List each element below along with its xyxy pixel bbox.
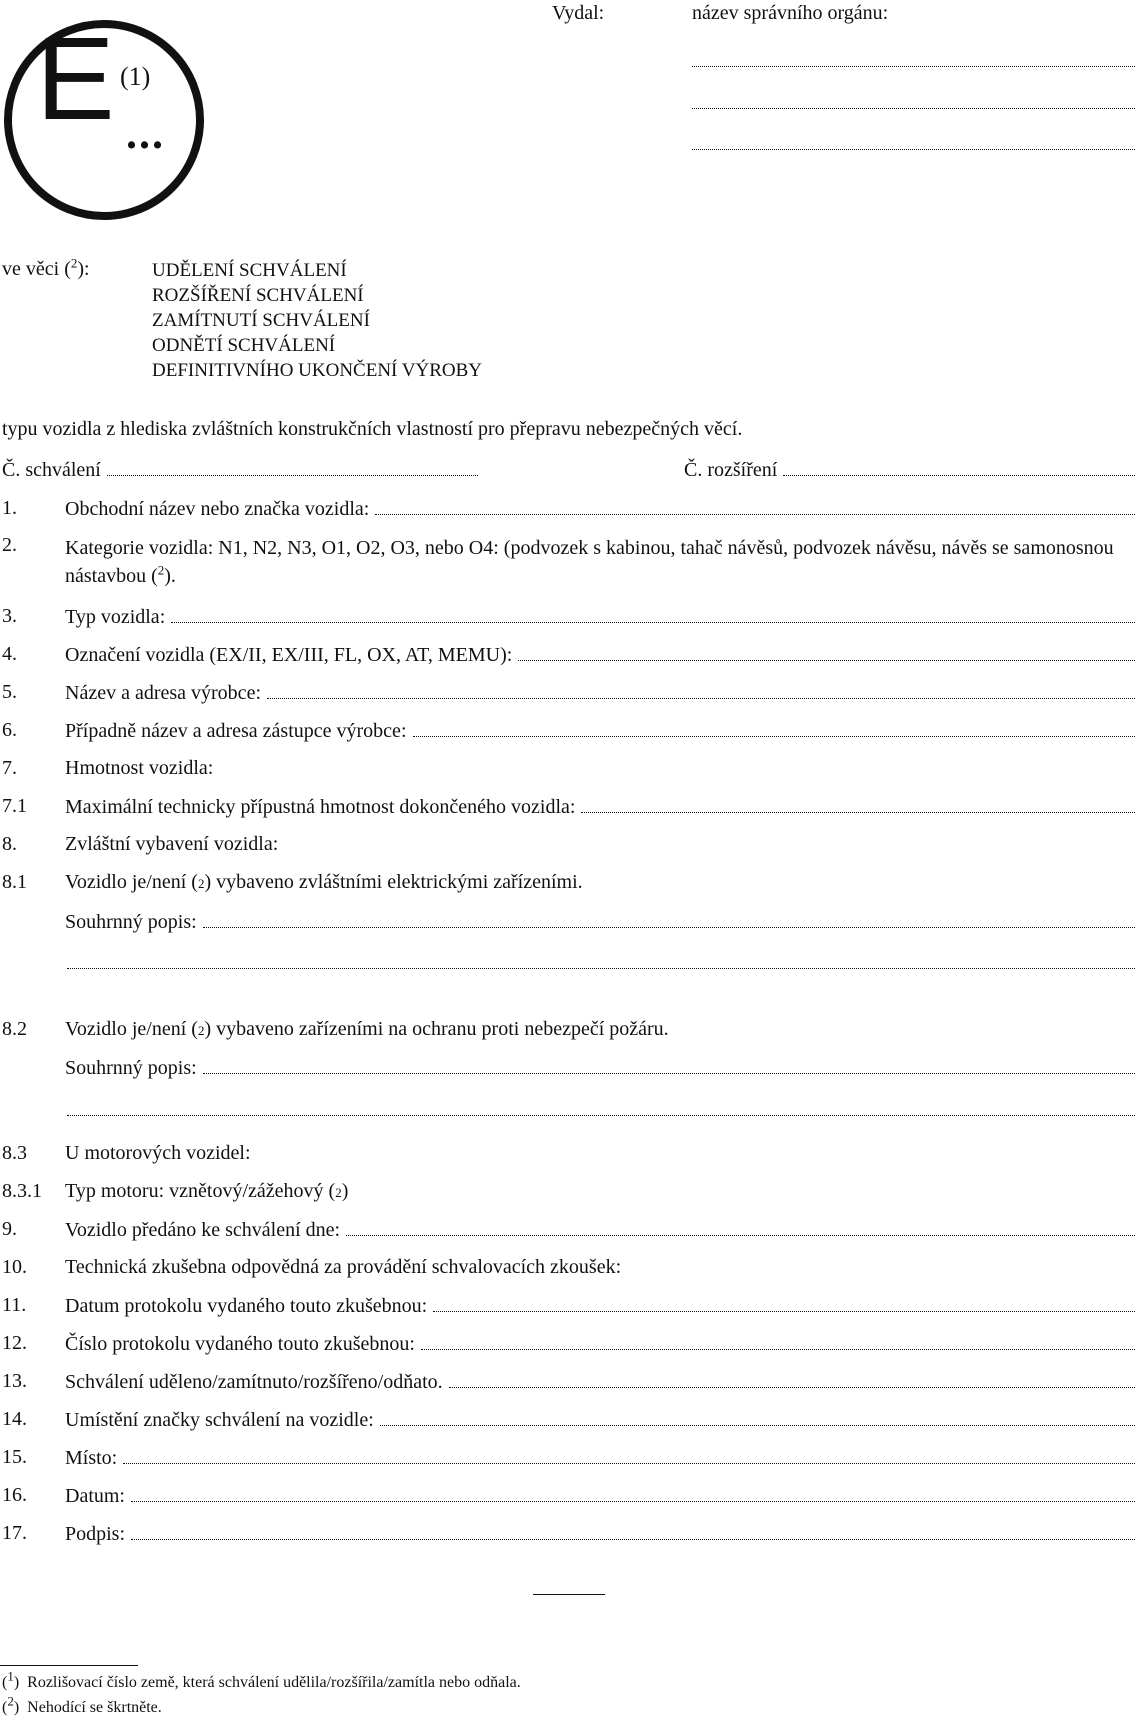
section-divider bbox=[533, 1594, 605, 1595]
item-label: Maximální technicky přípustná hmotnost dokončeného vozidla: bbox=[65, 796, 576, 818]
item-number: 7. bbox=[2, 757, 17, 779]
item-label: Kategorie vozidla: N1, N2, N3, O1, O2, O3, nebo O4: (podvozek s kabinou, tahač návěsů, podvozek návěsu, návěs se samonosnou nástavbou ($^2$). bbox=[65, 537, 1114, 587]
footnote-divider bbox=[0, 1665, 138, 1666]
item-8-3-1 bbox=[0, 1180, 1135, 1210]
submission-date-field[interactable] bbox=[346, 1218, 1135, 1236]
item-number: 17. bbox=[2, 1522, 27, 1544]
item-14 bbox=[0, 1408, 1135, 1438]
item-label: Souhrnný popis: bbox=[65, 911, 197, 933]
trade-name-field[interactable] bbox=[375, 497, 1135, 515]
concern-options bbox=[152, 258, 482, 383]
approval-no-field[interactable] bbox=[107, 458, 478, 476]
item-label: Umístění značky schválení na vozidle: bbox=[65, 1409, 374, 1431]
report-date-field[interactable] bbox=[433, 1294, 1135, 1312]
item-number: 10. bbox=[2, 1256, 27, 1278]
item-number: 6. bbox=[2, 719, 17, 741]
footnote-2: ($^2$) Nehodící se škrtněte. bbox=[2, 1693, 162, 1716]
concern-option-extension[interactable]: ROZŠÍŘENÍ SCHVÁLENÍ bbox=[152, 285, 364, 306]
item-number: 8.3.1 bbox=[2, 1180, 42, 1202]
item-5 bbox=[0, 681, 1135, 711]
issuer-field-line-3[interactable] bbox=[692, 149, 1135, 150]
issuer-label: Vydal: bbox=[552, 2, 605, 24]
item-label: Číslo protokolu vydaného touto zkušebnou: bbox=[65, 1333, 415, 1355]
item-label: Případně název a adresa zástupce výrobce: bbox=[65, 720, 407, 742]
item-7-1 bbox=[0, 795, 1135, 825]
concern-label: ve věci ($^2$): bbox=[2, 255, 90, 280]
approval-no-label: Č. schválení bbox=[2, 459, 101, 481]
approval-status-field[interactable] bbox=[449, 1370, 1135, 1388]
item-label: Hmotnost vozidla: bbox=[65, 757, 214, 779]
item-8-2 bbox=[0, 1018, 1135, 1048]
item-label: Vozidlo je/není ( 2 ) vybaveno zařízeními na ochranu proti nebezpečí požáru. bbox=[65, 1018, 669, 1040]
item-number: 8.1 bbox=[2, 871, 27, 893]
item-label: Datum protokolu vydaného touto zkušebnou: bbox=[65, 1295, 428, 1317]
signature-field[interactable] bbox=[131, 1522, 1135, 1540]
item-8-1-description bbox=[0, 910, 1135, 940]
item-label: Označení vozidla (EX/II, EX/III, FL, OX, AT, MEMU): bbox=[65, 644, 513, 666]
item-number: 13. bbox=[2, 1370, 27, 1392]
date-field[interactable] bbox=[131, 1484, 1135, 1502]
item-number: 9. bbox=[2, 1218, 17, 1240]
item-17 bbox=[0, 1522, 1135, 1552]
place-field[interactable] bbox=[123, 1446, 1135, 1464]
item-number: 16. bbox=[2, 1484, 27, 1506]
manufacturer-field[interactable] bbox=[267, 681, 1135, 699]
item-1 bbox=[0, 497, 1135, 527]
item-number: 8.3 bbox=[2, 1142, 27, 1164]
issuer-field-line-1[interactable] bbox=[692, 66, 1135, 67]
item-6 bbox=[0, 719, 1135, 749]
item-3 bbox=[0, 605, 1135, 635]
item-label: Souhrnný popis: bbox=[65, 1057, 197, 1079]
electrical-description-field[interactable] bbox=[203, 910, 1135, 928]
item-label: Podpis: bbox=[65, 1523, 126, 1545]
extension-no-field[interactable] bbox=[783, 458, 1135, 476]
item-number: 7.1 bbox=[2, 795, 27, 817]
approval-mark-dots: ... bbox=[126, 109, 165, 158]
electrical-description-line-2[interactable] bbox=[67, 968, 1135, 969]
issuer-title: název správního orgánu: bbox=[692, 2, 889, 24]
report-number-field[interactable] bbox=[421, 1332, 1135, 1350]
issuer-field-line-2[interactable] bbox=[692, 108, 1135, 109]
vehicle-type-field[interactable] bbox=[171, 605, 1135, 623]
vehicle-designation-field[interactable] bbox=[518, 643, 1135, 661]
max-mass-field[interactable] bbox=[581, 795, 1135, 813]
approval-mark-footnote-ref: (1) bbox=[120, 62, 151, 91]
item-13 bbox=[0, 1370, 1135, 1400]
item-8-1 bbox=[0, 871, 1135, 901]
item-number: 3. bbox=[2, 605, 17, 627]
item-4 bbox=[0, 643, 1135, 673]
item-number: 12. bbox=[2, 1332, 27, 1354]
item-12 bbox=[0, 1332, 1135, 1362]
item-8 bbox=[0, 833, 1135, 863]
item-10 bbox=[0, 1256, 1135, 1286]
extension-no-label: Č. rozšíření bbox=[684, 459, 778, 481]
approval-mark-letter: E bbox=[36, 13, 113, 145]
item-label: Typ vozidla: bbox=[65, 606, 166, 628]
item-8-2-description bbox=[0, 1056, 1135, 1086]
item-label: U motorových vozidel: bbox=[65, 1142, 251, 1164]
item-label: Vozidlo je/není ( 2 ) vybaveno zvláštními elektrickými zařízeními. bbox=[65, 871, 583, 893]
mark-position-field[interactable] bbox=[380, 1408, 1135, 1426]
item-label: Vozidlo předáno ke schválení dne: bbox=[65, 1219, 341, 1241]
representative-field[interactable] bbox=[413, 719, 1136, 737]
fire-protection-description-line-2[interactable] bbox=[67, 1115, 1135, 1116]
item-label: Zvláštní vybavení vozidla: bbox=[65, 833, 279, 855]
approval-numbers bbox=[2, 458, 1135, 488]
item-label: Technická zkušebna odpovědná za provádění schvalovacích zkoušek: bbox=[65, 1256, 622, 1278]
item-16 bbox=[0, 1484, 1135, 1514]
item-11 bbox=[0, 1294, 1135, 1324]
item-label: Datum: bbox=[65, 1485, 125, 1507]
item-number: 15. bbox=[2, 1446, 27, 1468]
item-2 bbox=[0, 534, 1135, 592]
item-9 bbox=[0, 1218, 1135, 1248]
item-label: Název a adresa výrobce: bbox=[65, 682, 261, 704]
footnote-1: ($^1$) Rozlišovací číslo země, která schválení udělila/rozšířila/zamítla nebo odňala. bbox=[2, 1668, 521, 1691]
concern-option-grant[interactable]: UDĚLENÍ SCHVÁLENÍ bbox=[152, 260, 347, 281]
fire-protection-description-field[interactable] bbox=[203, 1056, 1135, 1074]
item-number: 4. bbox=[2, 643, 17, 665]
item-number: 14. bbox=[2, 1408, 27, 1430]
item-label: Schválení uděleno/zamítnuto/rozšířeno/odňato. bbox=[65, 1371, 443, 1393]
concern-option-production-discontinued[interactable]: DEFINITIVNÍHO UKONČENÍ VÝROBY bbox=[152, 360, 483, 381]
item-number: 8. bbox=[2, 833, 17, 855]
item-label: Typ motoru: vznětový/zážehový ( 2 ) bbox=[65, 1180, 349, 1202]
item-number: 5. bbox=[2, 681, 17, 703]
item-number: 11. bbox=[2, 1294, 27, 1316]
vehicle-type-statement: typu vozidla z hlediska zvláštních konstrukčních vlastností pro přepravu nebezpečných věcí. bbox=[2, 418, 743, 440]
concern-option-withdrawal[interactable]: ODNĚTÍ SCHVÁLENÍ bbox=[152, 335, 336, 356]
item-number: 8.2 bbox=[2, 1018, 27, 1040]
concern-option-refusal[interactable]: ZAMÍTNUTÍ SCHVÁLENÍ bbox=[152, 310, 370, 331]
item-label: Obchodní název nebo značka vozidla: bbox=[65, 498, 370, 520]
item-15 bbox=[0, 1446, 1135, 1476]
item-label: Místo: bbox=[65, 1447, 118, 1469]
item-8-3 bbox=[0, 1142, 1135, 1172]
item-number: 1. bbox=[2, 497, 17, 519]
item-number: 2. bbox=[2, 534, 17, 556]
item-7 bbox=[0, 757, 1135, 787]
